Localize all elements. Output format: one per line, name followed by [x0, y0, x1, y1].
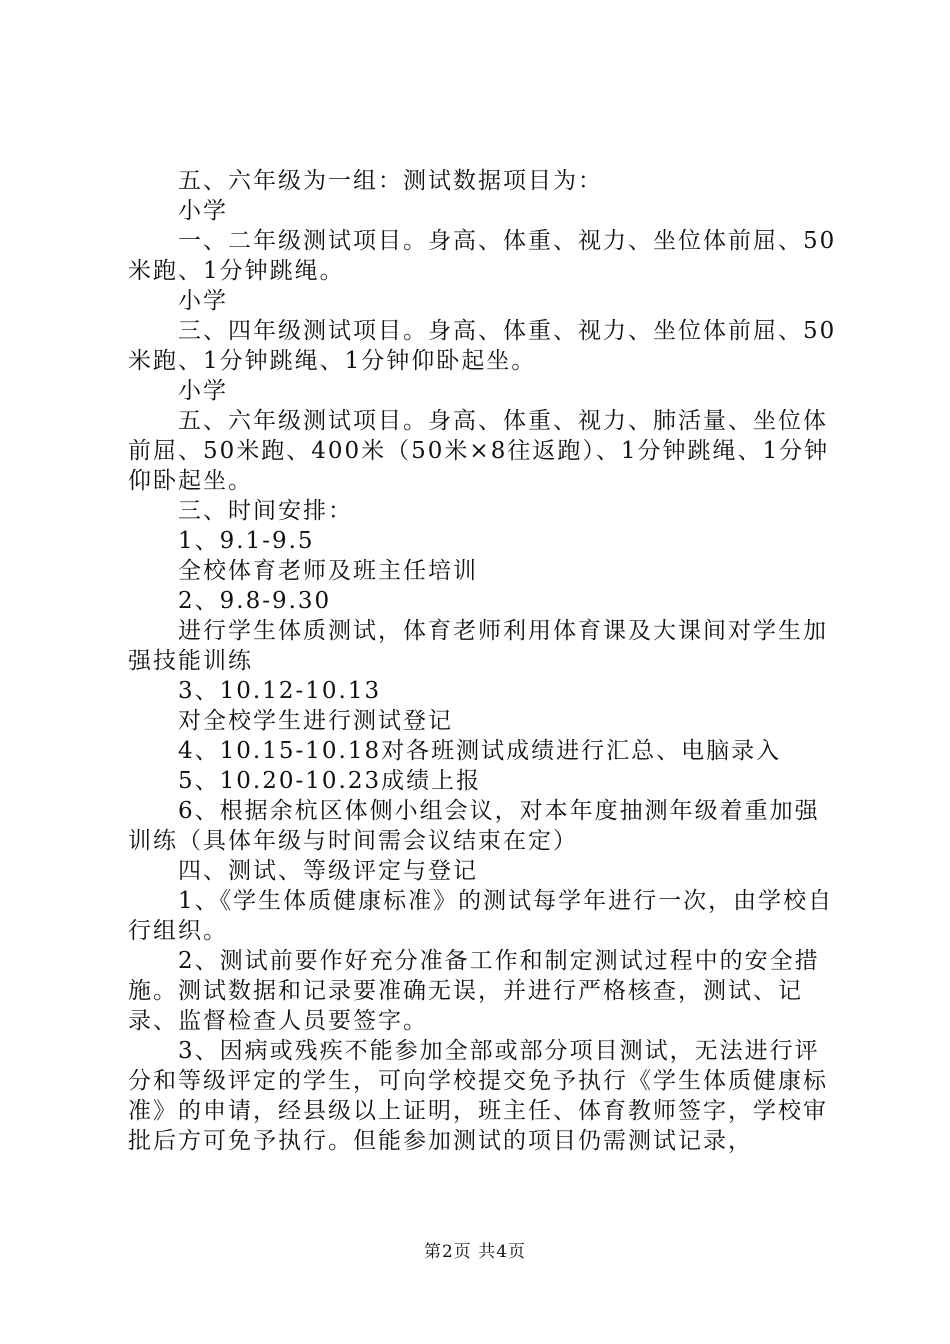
paragraph: 进行学生体质测试，体育老师利用体育课及大课间对学生加强技能训练 — [128, 618, 828, 674]
paragraph: 小学 — [178, 378, 228, 404]
paragraph: 五、六年级测试项目。身高、体重、视力、肺活量、坐位体前屈、50米跑、400米（50米×8往返跑）、1分钟跳绳、1分钟仰卧起坐。 — [128, 408, 830, 494]
paragraph: 4、10.15-10.18对各班测试成绩进行汇总、电脑录入 — [178, 738, 782, 764]
paragraph: 3、因病或残疾不能参加全部或部分项目测试，无法进行评分和等级评定的学生，可向学校提交免予执行《学生体质健康标准》的申请，经县级以上证明，班主任、体育教师签字，学校审批后方可免予执行。但能参加测试的项目仍需测试记录， — [128, 1038, 828, 1154]
section-heading: 四、测试、等级评定与登记 — [178, 858, 478, 884]
paragraph: 三、四年级测试项目。身高、体重、视力、坐位体前屈、50米跑、1分钟跳绳、1分钟仰卧起坐。 — [128, 318, 837, 374]
paragraph: 小学 — [178, 198, 228, 224]
paragraph: 五、六年级为一组：测试数据项目为： — [178, 168, 603, 194]
section-heading: 三、时间安排： — [178, 498, 353, 524]
paragraph: 小学 — [178, 288, 228, 314]
paragraph: 6、根据余杭区体侧小组会议，对本年度抽测年级着重加强训练（具体年级与时间需会议结束在定） — [128, 798, 820, 854]
paragraph: 1、《学生体质健康标准》的测试每学年进行一次，由学校自行组织。 — [128, 888, 834, 944]
paragraph: 全校体育老师及班主任培训 — [178, 558, 478, 584]
page-number-footer: 第2页 共4页 — [423, 1242, 527, 1262]
paragraph: 一、二年级测试项目。身高、体重、视力、坐位体前屈、50米跑、1分钟跳绳。 — [128, 228, 837, 284]
paragraph: 2、测试前要作好充分准备工作和制定测试过程中的安全措施。测试数据和记录要准确无误，并进行严格核查，测试、记录、监督检查人员要签字。 — [128, 948, 820, 1034]
paragraph: 1、9.1-9.5 — [178, 528, 315, 554]
document-body — [128, 166, 838, 1156]
paragraph: 对全校学生进行测试登记 — [178, 708, 453, 734]
paragraph: 3、10.12-10.13 — [178, 678, 382, 704]
paragraph: 5、10.20-10.23成绩上报 — [178, 768, 482, 794]
paragraph: 2、9.8-9.30 — [178, 588, 332, 614]
